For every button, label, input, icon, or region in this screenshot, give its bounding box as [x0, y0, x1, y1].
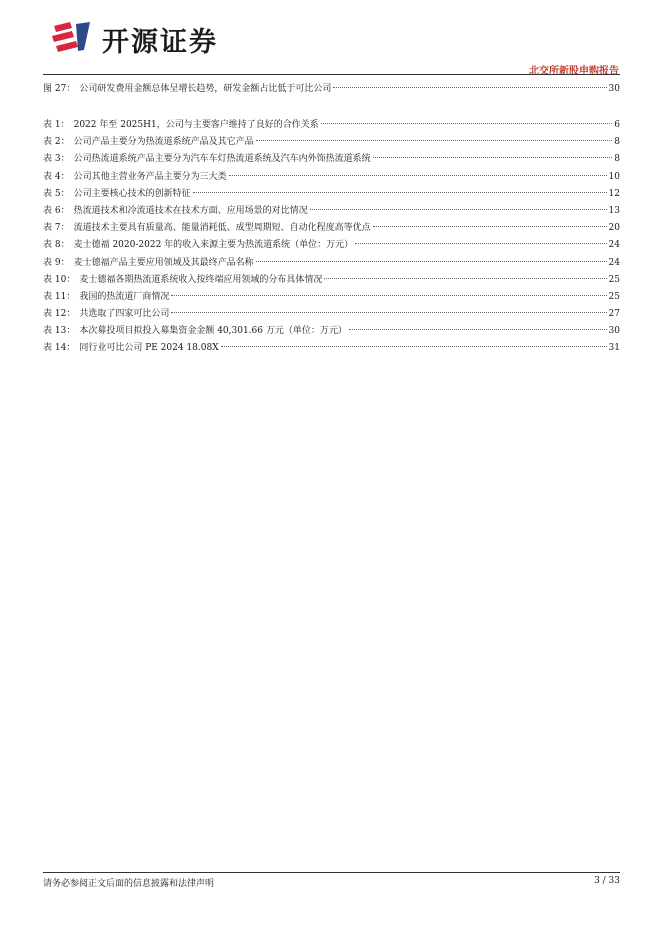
toc-entry[interactable]: [43, 119, 620, 136]
toc-entry[interactable]: [43, 342, 620, 359]
header-divider: [43, 74, 620, 75]
toc-entry[interactable]: [43, 171, 620, 188]
toc-entry[interactable]: [43, 257, 620, 274]
toc-entry-title: 公司研发费用金额总体呈增长趋势，研发金额占比低于可比公司: [79, 84, 332, 94]
toc-entry-title: 我国的热流道厂商情况: [79, 291, 170, 302]
toc-leader-dots: [355, 243, 606, 244]
toc-entry-title: 公司产品主要分为热流道系统产品及其它产品: [73, 137, 254, 148]
toc-entry-page: 20: [608, 223, 620, 234]
toc-entry[interactable]: [43, 291, 620, 308]
toc-entry-title: 麦士德福 2020-2022 年的收入来源主要为热流道系统（单位：万元）: [73, 240, 354, 251]
toc-entry-title: 公司热流道系统产品主要分为汽车车灯热流道系统及汽车内外饰热流道系统: [73, 154, 371, 165]
page-number: 3 / 33: [594, 876, 620, 886]
toc-tables-list: [43, 119, 620, 360]
toc-leader-dots: [256, 261, 607, 262]
toc-entry[interactable]: [43, 188, 620, 205]
toc-entry-page: 31: [608, 343, 620, 354]
toc-entry-page: 10: [608, 171, 620, 182]
toc-entry-page: 24: [608, 257, 620, 268]
toc-leader-dots: [221, 346, 607, 347]
toc-entry[interactable]: [43, 83, 620, 100]
toc-entry-page: 24: [608, 240, 620, 251]
toc-entry-title: 麦士德福产品主要应用领域及其最终产品名称: [73, 257, 254, 268]
toc-entry-label: 表 3：: [43, 154, 70, 165]
toc-entry-label: 表 13：: [43, 326, 76, 337]
toc-leader-dots: [321, 123, 613, 124]
toc-entry-page: 6: [614, 120, 620, 130]
report-type: 北交所新股申购报告: [529, 66, 619, 77]
toc-entry-title: 2022 年至 2025H1，公司与主要客户维持了良好的合作关系: [73, 120, 319, 130]
toc-entry-label: 表 11：: [43, 291, 76, 302]
toc-entry[interactable]: [43, 136, 620, 153]
toc-entry-label: 表 6：: [43, 205, 70, 216]
toc-entry[interactable]: [43, 153, 620, 170]
toc-entry-label: 表 12：: [43, 309, 76, 320]
toc-leader-dots: [229, 175, 607, 176]
toc-leader-dots: [256, 140, 613, 141]
brand-name: 开源证券: [102, 27, 218, 58]
toc-entry-title: 同行业可比公司 PE 2024 18.08X: [79, 343, 219, 354]
toc-entry[interactable]: [43, 308, 620, 325]
toc-entry-label: 表 14：: [43, 343, 76, 354]
toc-entry-label: 表 9：: [43, 257, 70, 268]
toc-leader-dots: [171, 295, 606, 296]
toc-entry-page: 8: [614, 154, 620, 165]
toc-entry-label: 表 1：: [43, 120, 70, 130]
toc-entry-label: 表 5：: [43, 188, 70, 199]
toc-leader-dots: [373, 226, 607, 227]
toc-entry-label: 表 4：: [43, 171, 70, 182]
brand-logo: [50, 18, 250, 58]
toc-entry-title: 本次募投项目拟投入募集资金金额 40,301.66 万元（单位：万元）: [79, 326, 347, 337]
toc-entry-title: 麦士德福各期热流道系统收入按终端应用领域的分布具体情况: [79, 274, 323, 285]
toc-leader-dots: [349, 329, 607, 330]
kaiyuan-logo-icon: [50, 20, 94, 54]
toc-leader-dots: [333, 87, 606, 88]
toc-entry[interactable]: [43, 222, 620, 239]
toc-entry[interactable]: [43, 205, 620, 222]
toc-entry-label: 表 10：: [43, 274, 76, 285]
toc-entry-label: 图 27：: [43, 84, 76, 94]
toc-figures-list: [43, 83, 620, 100]
toc-entry-title: 公司其他主营业务产品主要分为三大类: [73, 171, 227, 182]
toc-entry[interactable]: [43, 325, 620, 342]
toc-entry-label: 表 2：: [43, 137, 70, 148]
toc-leader-dots: [193, 192, 607, 193]
toc-entry-title: 公司主要核心技术的创新特征: [73, 188, 191, 199]
footer-divider: [43, 872, 620, 873]
toc-entry-label: 表 7：: [43, 223, 70, 234]
toc-leader-dots: [373, 157, 613, 158]
toc-entry[interactable]: [43, 239, 620, 256]
toc-entry-title: 热流道技术和冷流道技术在技术方面、应用场景的对比情况: [73, 205, 308, 216]
toc-entry[interactable]: [43, 274, 620, 291]
toc-entry-page: 30: [608, 84, 620, 94]
toc-entry-page: 25: [608, 274, 620, 285]
toc-entry-page: 12: [608, 188, 620, 199]
footer-disclaimer: 请务必参阅正文后面的信息披露和法律声明: [43, 879, 215, 889]
toc-entry-page: 13: [608, 205, 620, 216]
toc-entry-page: 27: [608, 309, 620, 320]
toc-entry-page: 8: [614, 137, 620, 148]
toc-leader-dots: [324, 278, 606, 279]
toc-entry-page: 25: [608, 291, 620, 302]
toc-entry-title: 流道技术主要具有质量高、能量消耗低、成型周期短、自动化程度高等优点: [73, 223, 371, 234]
toc-entry-page: 30: [608, 326, 620, 337]
toc-leader-dots: [171, 312, 606, 313]
toc-entry-label: 表 8：: [43, 240, 70, 251]
toc-entry-title: 共选取了四家可比公司: [79, 309, 170, 320]
toc-leader-dots: [310, 209, 607, 210]
